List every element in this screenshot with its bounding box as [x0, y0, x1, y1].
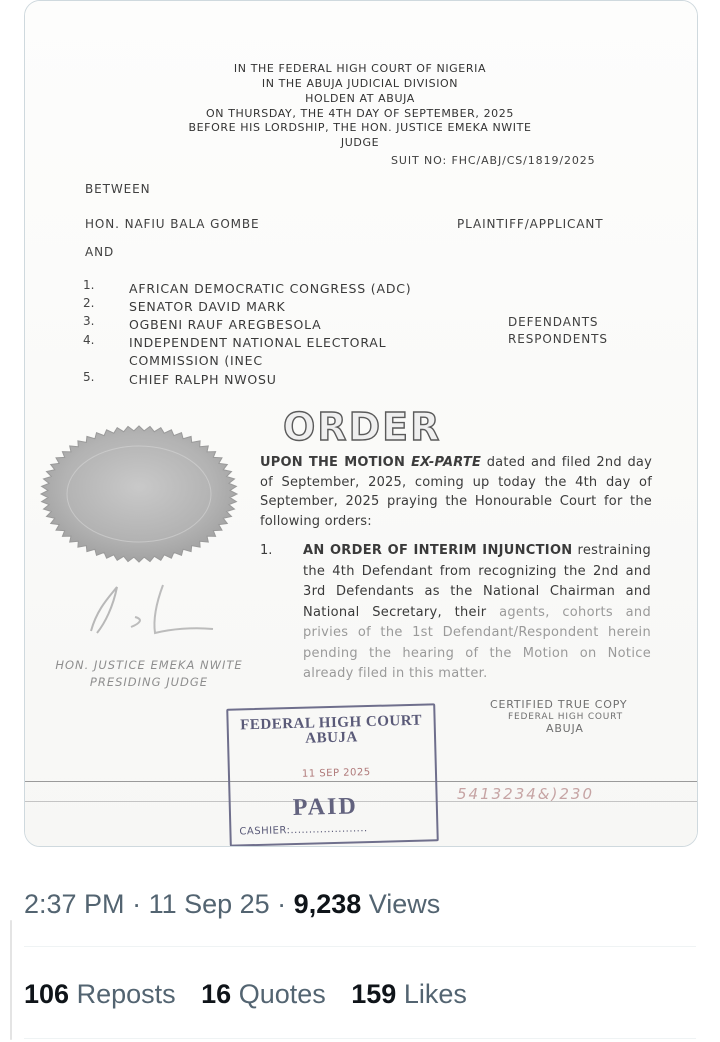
stamp-court-name [228, 713, 434, 748]
certified-line: FEDERAL HIGH COURT [508, 712, 623, 722]
defendant-name: OGBENI RAUF AREGBESOLA [129, 317, 322, 332]
respondents-role: RESPONDENTS [508, 332, 608, 346]
judge-signature-icon [83, 579, 223, 639]
court-header-line: JUDGE [340, 136, 380, 149]
court-header-line: HOLDEN AT ABUJA [305, 92, 415, 105]
defendant-name: COMMISSION (INEC [129, 353, 263, 368]
defendant-name: CHIEF RALPH NWOSU [129, 372, 277, 387]
divider [24, 946, 696, 947]
stamp-line: ABUJA [305, 729, 358, 747]
defendant-name: INDEPENDENT NATIONAL ELECTORAL [129, 335, 387, 350]
likes-count: 159 [351, 979, 397, 1009]
court-order-document [25, 1, 697, 846]
motion-lead: UPON THE MOTION [260, 455, 412, 470]
post-timestamp-line [24, 884, 440, 924]
receipt-handwriting: 5413234&)230 [457, 785, 594, 803]
order-title: ORDER [283, 405, 442, 449]
reposts-count: 106 [24, 979, 70, 1009]
paid-stamp [226, 703, 439, 846]
quotes-link[interactable] [201, 974, 326, 1014]
reposts-link[interactable] [24, 974, 176, 1014]
judge-name-caption [39, 657, 259, 691]
order-item-number: 1. [260, 543, 273, 558]
between-label: BETWEEN [85, 182, 151, 196]
quotes-label: Quotes [231, 979, 326, 1009]
motion-type: EX-PARTE [411, 455, 482, 470]
and-label: AND [85, 245, 115, 259]
defendants-role: DEFENDANTS [508, 315, 599, 329]
plaintiff-name: HON. NAFIU BALA GOMBE [85, 217, 260, 231]
engagement-stats [24, 974, 485, 1014]
judge-name: HON. JUSTICE EMEKA NWITE [55, 658, 243, 672]
order-item-body-b: agents, cohorts and privies of the 1st Defendant/Respondent herein pending the hearing of the Motion on Notice already filed in this matter. [303, 604, 651, 681]
stamp-date: 11 SEP 2025 [301, 767, 371, 780]
post-time[interactable]: 2:37 PM [24, 889, 125, 919]
defendant-number: 2. [83, 296, 95, 310]
defendant-name: SENATOR DAVID MARK [129, 299, 286, 314]
meta-separator: · [124, 889, 149, 919]
order-item-body-a: restraining the 4th Defendant from recognizing the 2nd and 3rd Defendants as the National Chairman and National Secretary, their [303, 543, 651, 620]
meta-separator: · [269, 889, 294, 919]
defendant-number: 4. [83, 333, 95, 347]
motion-paragraph [260, 453, 652, 531]
page-edge-shadow [10, 920, 12, 1040]
defendant-number: 3. [83, 314, 95, 328]
order-item-text [303, 541, 651, 685]
post-media-image[interactable] [24, 0, 698, 847]
certified-line: CERTIFIED TRUE COPY [490, 698, 628, 711]
likes-link[interactable] [351, 974, 467, 1014]
stamp-line: FEDERAL HIGH COURT [240, 712, 423, 734]
court-header-line: ON THURSDAY, THE 4TH DAY OF SEPTEMBER, 2025 [206, 107, 514, 120]
defendant-number: 1. [83, 278, 95, 292]
defendant-number: 5. [83, 370, 95, 384]
stamp-cashier: CASHIER:..................... [239, 823, 368, 838]
court-seal-icon [33, 419, 245, 569]
court-header-line: IN THE ABUJA JUDICIAL DIVISION [261, 77, 459, 90]
certified-line: ABUJA [546, 722, 584, 735]
order-item-head: AN ORDER OF INTERIM INJUNCTION [303, 543, 573, 558]
divider [24, 1038, 696, 1039]
views-label: Views [361, 889, 441, 919]
plaintiff-role: PLAINTIFF/APPLICANT [457, 217, 604, 231]
stamp-paid: PAID [292, 793, 359, 822]
suit-number: SUIT NO: FHC/ABJ/CS/1819/2025 [391, 154, 596, 167]
views-count: 9,238 [293, 889, 362, 919]
quotes-count: 16 [201, 979, 232, 1009]
court-header-line: BEFORE HIS LORDSHIP, THE HON. JUSTICE EMEKA NWITE [188, 121, 532, 134]
likes-label: Likes [396, 979, 467, 1009]
defendant-name: AFRICAN DEMOCRATIC CONGRESS (ADC) [129, 281, 412, 296]
post-date[interactable]: 11 Sep 25 [148, 889, 270, 919]
judge-title: PRESIDING JUDGE [89, 675, 209, 689]
certified-true-copy-stamp [490, 699, 670, 735]
court-header-line: IN THE FEDERAL HIGH COURT OF NIGERIA [233, 62, 487, 75]
reposts-label: Reposts [69, 979, 176, 1009]
motion-rest: dated and filed 2nd day of September, 2025, coming up today the 4th day of September, 2025 praying the Honourable Court for the following orders: [260, 455, 652, 529]
